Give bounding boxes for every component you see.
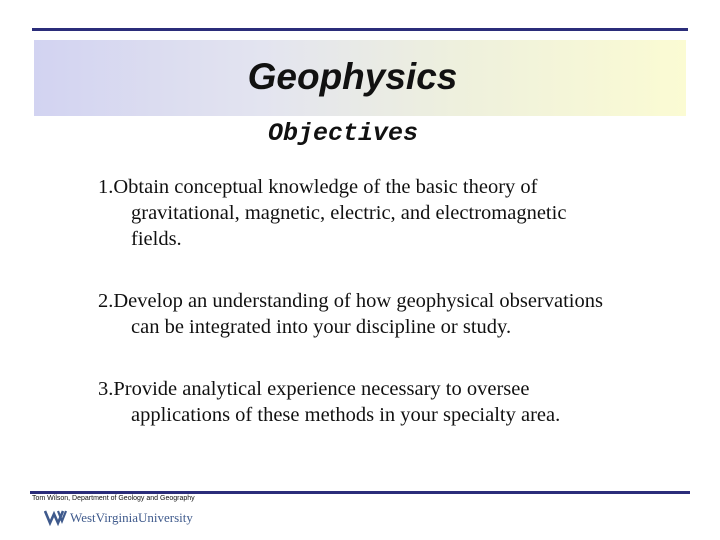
- objective-item: [98, 376, 618, 428]
- objective-text: Provide analytical experience necessary to oversee applications of these methods in your specialty area.: [113, 378, 561, 426]
- objective-item: [98, 174, 618, 252]
- slide-title: Geophysics: [247, 56, 458, 97]
- wvu-flying-wv-icon: [45, 511, 66, 523]
- objective-text: Develop an understanding of how geophysical observations can be integrated into your discipline or study.: [113, 290, 603, 338]
- objective-text: Obtain conceptual knowledge of the basic theory of gravitational, magnetic, electric, and electromagnetic fields.: [113, 176, 567, 250]
- objective-item: [98, 288, 618, 340]
- objective-number: 1.: [98, 176, 114, 198]
- wvu-logo: [44, 507, 204, 529]
- objective-number: 3.: [98, 378, 114, 400]
- wvu-logo-text: WestVirginiaUniversity: [70, 510, 193, 525]
- bottom-divider: [30, 491, 690, 494]
- slide-subtitle: Objectives: [267, 119, 419, 148]
- objective-number: 2.: [98, 290, 114, 312]
- footer-credit: Tom Wilson, Department of Geology and Geography: [32, 495, 195, 502]
- top-divider: [32, 28, 688, 31]
- objectives-list: [98, 174, 618, 428]
